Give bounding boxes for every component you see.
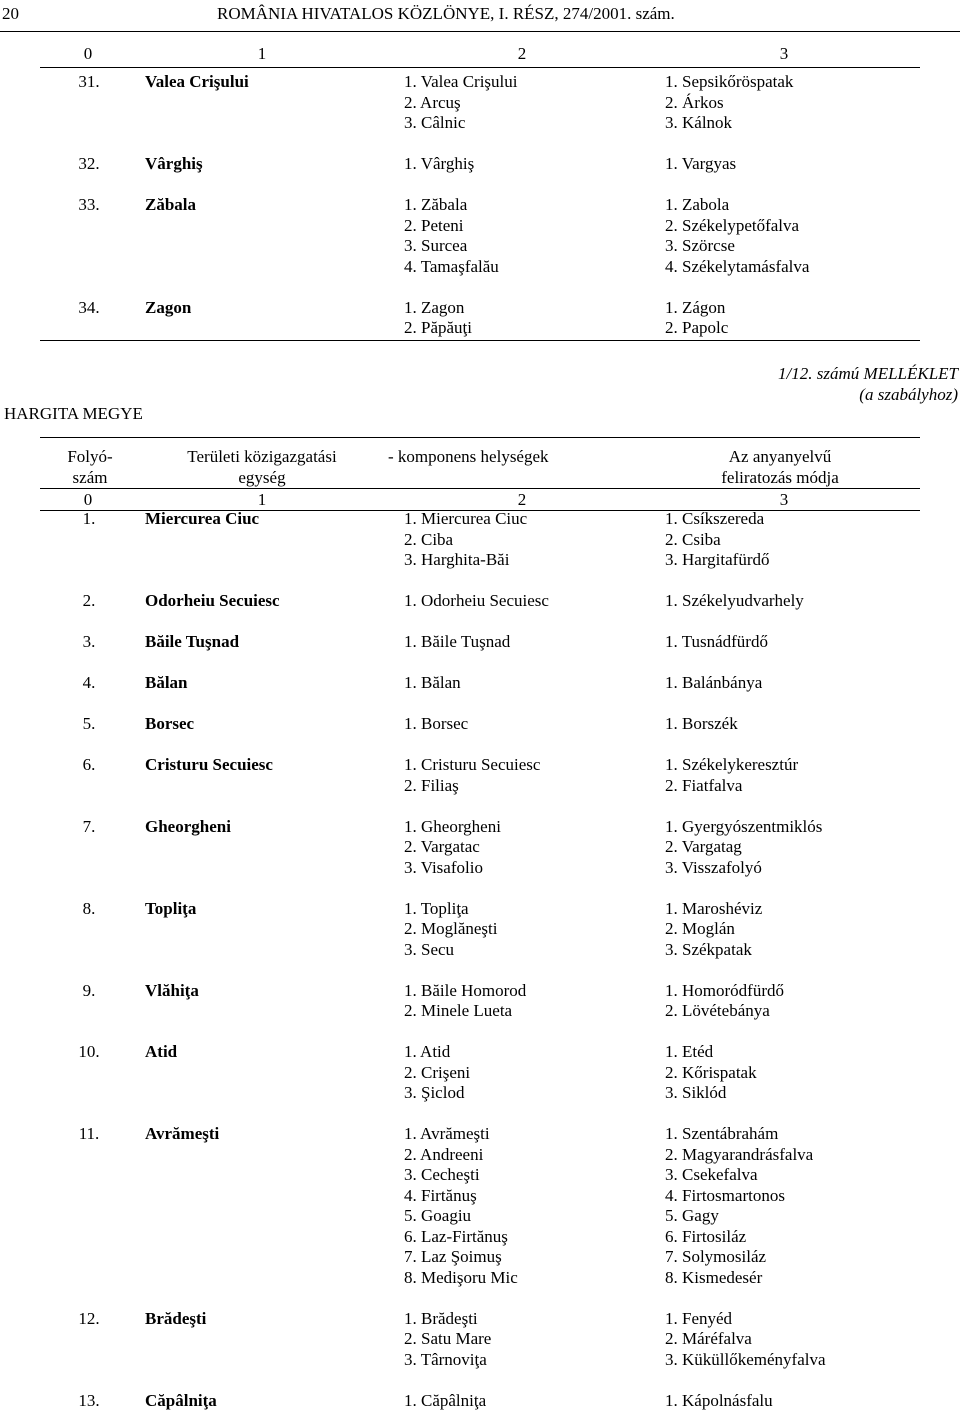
hungarian-name: 2. Székelypetőfalva xyxy=(665,215,800,235)
component-locality: 1. Borsec xyxy=(404,714,469,733)
header-col1 xyxy=(162,447,362,488)
component-locality: 1. Căpâlniţa xyxy=(404,1390,487,1410)
hungarian-names xyxy=(665,755,798,796)
hungarian-name: 2. Máréfalva xyxy=(665,1329,752,1348)
component-localities xyxy=(404,817,501,879)
component-locality: 1. Băile Tuşnad xyxy=(404,632,511,651)
component-localities xyxy=(404,591,549,612)
header-col3-line2: feliratozás módja xyxy=(721,467,839,487)
component-locality: 3. Harghita-Băi xyxy=(404,550,510,569)
hungarian-names xyxy=(665,1124,813,1288)
hungarian-names xyxy=(665,632,768,653)
hungarian-names xyxy=(665,1042,757,1104)
component-localities xyxy=(404,509,527,571)
hungarian-names xyxy=(665,591,804,612)
component-locality: 1. Valea Crişului xyxy=(404,72,518,91)
row-number: 11. xyxy=(78,1124,100,1143)
hungarian-names xyxy=(665,154,736,175)
top-section-end-rule xyxy=(40,340,920,341)
hungarian-name: 1. Gyergyószentmiklós xyxy=(665,816,823,836)
hungarian-name: 1. Balánbánya xyxy=(665,673,763,692)
hungarian-name: 1. Székelykeresztúr xyxy=(665,755,799,774)
header-col3-line1: Az anyanyelvű xyxy=(728,447,832,466)
hungarian-names xyxy=(665,817,822,879)
component-locality: 1. Brădeşti xyxy=(404,1308,478,1328)
page-number: 20 xyxy=(2,4,19,23)
component-locality: 2. Ciba xyxy=(404,529,454,549)
component-localities xyxy=(404,72,517,134)
hungarian-name: 1. Székelyudvarhely xyxy=(665,591,804,610)
component-locality: 1. Zăbala xyxy=(404,195,468,214)
row-number: 33. xyxy=(78,195,100,214)
hungarian-name: 7. Solymosiláz xyxy=(665,1247,767,1266)
hungarian-name: 2. Moglán xyxy=(665,919,735,938)
component-locality: 3. Câlnic xyxy=(404,113,466,132)
hungarian-name: 2. Kőrispatak xyxy=(665,1062,757,1082)
component-locality: 2. Peteni xyxy=(404,215,464,235)
annex-subtitle: (a szabályhoz) xyxy=(859,385,958,404)
row-number: 5. xyxy=(82,714,96,733)
component-localities xyxy=(404,1042,470,1104)
unit-name: Atid xyxy=(145,1042,178,1061)
col-number-1: 1 xyxy=(257,44,267,63)
component-localities xyxy=(404,673,461,694)
hungarian-names xyxy=(665,1391,773,1412)
component-locality: 4. Tamaşfalău xyxy=(404,256,499,276)
row-number: 7. xyxy=(82,816,96,836)
unit-name: Căpâlniţa xyxy=(145,1390,217,1410)
row-number: 6. xyxy=(82,755,96,774)
table-col-number-0: 0 xyxy=(83,490,93,509)
component-localities xyxy=(404,1124,518,1288)
hungarian-name: 1. Zágon xyxy=(665,297,726,317)
unit-name: Topliţa xyxy=(145,898,197,918)
hungarian-name: 1. Maroshéviz xyxy=(665,898,763,918)
component-locality: 6. Laz-Firtănuş xyxy=(404,1226,508,1246)
hungarian-name: 2. Lövétebánya xyxy=(665,1001,770,1020)
unit-name: Vârghiş xyxy=(145,154,203,173)
hungarian-name: 3. Kálnok xyxy=(665,113,733,132)
header-col0 xyxy=(52,447,128,488)
component-locality: 1. Atid xyxy=(404,1042,451,1061)
hungarian-name: 1. Homoródfürdő xyxy=(665,980,784,1000)
header-col1-line2: egység xyxy=(238,467,286,487)
hungarian-names xyxy=(665,1309,826,1371)
row-number: 3. xyxy=(82,632,96,651)
component-locality: 2. Arcuş xyxy=(404,92,461,112)
hungarian-name: 3. Siklód xyxy=(665,1083,727,1102)
hungarian-name: 2. Magyarandrásfalva xyxy=(665,1144,814,1164)
component-locality: 2. Vargatac xyxy=(404,837,480,856)
hungarian-name: 2. Papolc xyxy=(665,318,729,337)
hungarian-name: 1. Szentábrahám xyxy=(665,1124,779,1143)
hungarian-name: 3. Visszafolyó xyxy=(665,857,762,877)
component-locality: 3. Cecheşti xyxy=(404,1165,480,1184)
row-number: 9. xyxy=(82,980,96,1000)
unit-name: Valea Crişului xyxy=(145,72,249,91)
component-locality: 1. Gheorgheni xyxy=(404,816,501,836)
hungarian-name: 1. Fenyéd xyxy=(665,1308,733,1328)
component-locality: 1. Bălan xyxy=(404,673,461,692)
row-number: 8. xyxy=(82,898,96,918)
unit-name: Băile Tuşnad xyxy=(145,632,240,651)
hungarian-name: 1. Kápolnásfalu xyxy=(665,1390,773,1410)
table-col-number-1: 1 xyxy=(257,490,267,509)
component-locality: 1. Topliţa xyxy=(404,898,469,918)
unit-name: Odorheiu Secuiesc xyxy=(145,591,280,610)
component-localities xyxy=(404,195,499,277)
col-number-0: 0 xyxy=(83,44,93,63)
hungarian-name: 3. Székpatak xyxy=(665,939,752,959)
component-locality: 2. Moglăneşti xyxy=(404,919,498,938)
col-number-2: 2 xyxy=(517,44,527,63)
hungarian-name: 4. Székelytamásfalva xyxy=(665,256,810,276)
unit-name: Borsec xyxy=(145,714,195,733)
component-locality: 1. Băile Homorod xyxy=(404,980,527,1000)
hungarian-name: 2. Vargatag xyxy=(665,837,742,856)
hungarian-name: 1. Csíkszereda xyxy=(665,509,765,528)
hungarian-names xyxy=(665,899,762,961)
col-number-3: 3 xyxy=(779,44,789,63)
hungarian-names xyxy=(665,509,770,571)
table-col-number-3: 3 xyxy=(779,490,789,509)
component-locality: 8. Medişoru Mic xyxy=(404,1267,518,1287)
hungarian-name: 8. Kismedesér xyxy=(665,1267,763,1287)
hungarian-name: 3. Szörcse xyxy=(665,236,735,255)
hungarian-names xyxy=(665,298,728,339)
header-rule xyxy=(0,31,960,32)
component-localities xyxy=(404,298,472,339)
hungarian-name: 1. Zabola xyxy=(665,195,730,214)
component-localities xyxy=(404,1391,486,1412)
table-header-top-rule xyxy=(40,437,920,438)
hungarian-name: 6. Firtosiláz xyxy=(665,1226,747,1246)
header-col0-line1: Folyó- xyxy=(67,447,113,466)
component-locality: 1. Odorheiu Secuiesc xyxy=(404,591,549,610)
hungarian-name: 1. Vargyas xyxy=(665,154,737,173)
unit-name: Cristuru Secuiesc xyxy=(145,755,273,774)
header-col2-line1: - komponens helységek xyxy=(388,447,549,466)
component-locality: 3. Surcea xyxy=(404,236,468,255)
component-localities xyxy=(404,981,526,1022)
hungarian-name: 4. Firtosmartonos xyxy=(665,1185,785,1205)
row-number: 32. xyxy=(78,154,100,173)
row-number: 34. xyxy=(78,297,100,317)
component-localities xyxy=(404,755,540,796)
table-header-bottom-rule xyxy=(40,488,920,489)
hungarian-names xyxy=(665,195,809,277)
hungarian-name: 5. Gagy xyxy=(665,1206,719,1225)
hungarian-names xyxy=(665,714,738,735)
component-localities xyxy=(404,154,474,175)
hungarian-name: 3. Csekefalva xyxy=(665,1165,758,1184)
unit-name: Vlăhiţa xyxy=(145,980,199,1000)
hungarian-names xyxy=(665,72,793,134)
row-number: 4. xyxy=(82,673,96,692)
row-number: 1. xyxy=(82,509,96,528)
row-number: 31. xyxy=(78,72,100,91)
unit-name: Zagon xyxy=(145,297,192,317)
row-number: 2. xyxy=(82,591,96,610)
unit-name: Gheorgheni xyxy=(145,816,231,836)
component-localities xyxy=(404,1309,491,1371)
hungarian-names xyxy=(665,673,762,694)
component-locality: 5. Goagiu xyxy=(404,1206,472,1225)
component-localities xyxy=(404,632,510,653)
component-localities xyxy=(404,714,468,735)
component-localities xyxy=(404,899,498,961)
row-number: 13. xyxy=(78,1390,100,1410)
unit-name: Miercurea Ciuc xyxy=(145,509,260,528)
component-locality: 3. Şiclod xyxy=(404,1083,465,1102)
component-locality: 2. Crişeni xyxy=(404,1062,471,1082)
component-locality: 2. Păpăuţi xyxy=(404,318,472,337)
component-locality: 4. Firtănuş xyxy=(404,1185,477,1205)
header-col2 xyxy=(388,447,549,468)
hungarian-name: 1. Tusnádfürdő xyxy=(665,632,768,651)
component-locality: 1. Cristuru Secuiesc xyxy=(404,755,541,774)
component-locality: 7. Laz Şoimuş xyxy=(404,1247,502,1266)
top-column-numbers-rule xyxy=(40,67,920,68)
hungarian-name: 2. Árkos xyxy=(665,92,724,112)
component-locality: 1. Avrămeşti xyxy=(404,1124,490,1143)
hungarian-name: 3. Küküllőkeményfalva xyxy=(665,1349,826,1369)
hungarian-name: 1. Borszék xyxy=(665,714,738,733)
header-col1-line1: Területi közigazgatási xyxy=(187,447,337,466)
hungarian-name: 1. Sepsikőröspatak xyxy=(665,72,794,91)
component-locality: 1. Vârghiş xyxy=(404,154,475,173)
component-locality: 2. Filiaş xyxy=(404,775,459,795)
row-number: 10. xyxy=(78,1042,100,1061)
annex-label: 1/12. számú MELLÉKLET xyxy=(778,364,958,383)
hungarian-name: 1. Etéd xyxy=(665,1042,714,1061)
component-locality: 2. Minele Lueta xyxy=(404,1001,513,1020)
component-locality: 2. Andreeni xyxy=(404,1144,484,1164)
unit-name: Avrămeşti xyxy=(145,1124,220,1143)
row-number: 12. xyxy=(78,1308,100,1328)
component-locality: 2. Satu Mare xyxy=(404,1329,492,1348)
unit-name: Bălan xyxy=(145,673,188,692)
component-locality: 3. Târnoviţa xyxy=(404,1349,487,1369)
county-title: HARGITA MEGYE xyxy=(4,404,143,423)
component-locality: 1. Miercurea Ciuc xyxy=(404,509,528,528)
component-locality: 3. Secu xyxy=(404,939,455,959)
unit-name: Zăbala xyxy=(145,195,197,214)
header-col0-line2: szám xyxy=(72,467,108,487)
unit-name: Brădeşti xyxy=(145,1308,207,1328)
component-locality: 1. Zagon xyxy=(404,297,465,317)
hungarian-name: 2. Fiatfalva xyxy=(665,775,743,795)
table-col-number-2: 2 xyxy=(517,490,527,509)
hungarian-name: 3. Hargitafürdő xyxy=(665,550,770,569)
hungarian-name: 2. Csiba xyxy=(665,529,721,549)
component-locality: 3. Visafolio xyxy=(404,857,483,877)
header-col3 xyxy=(690,447,870,488)
publication-title: ROMÂNIA HIVATALOS KÖZLÖNYE, I. RÉSZ, 274/2001. szám. xyxy=(217,4,675,23)
hungarian-names xyxy=(665,981,784,1022)
